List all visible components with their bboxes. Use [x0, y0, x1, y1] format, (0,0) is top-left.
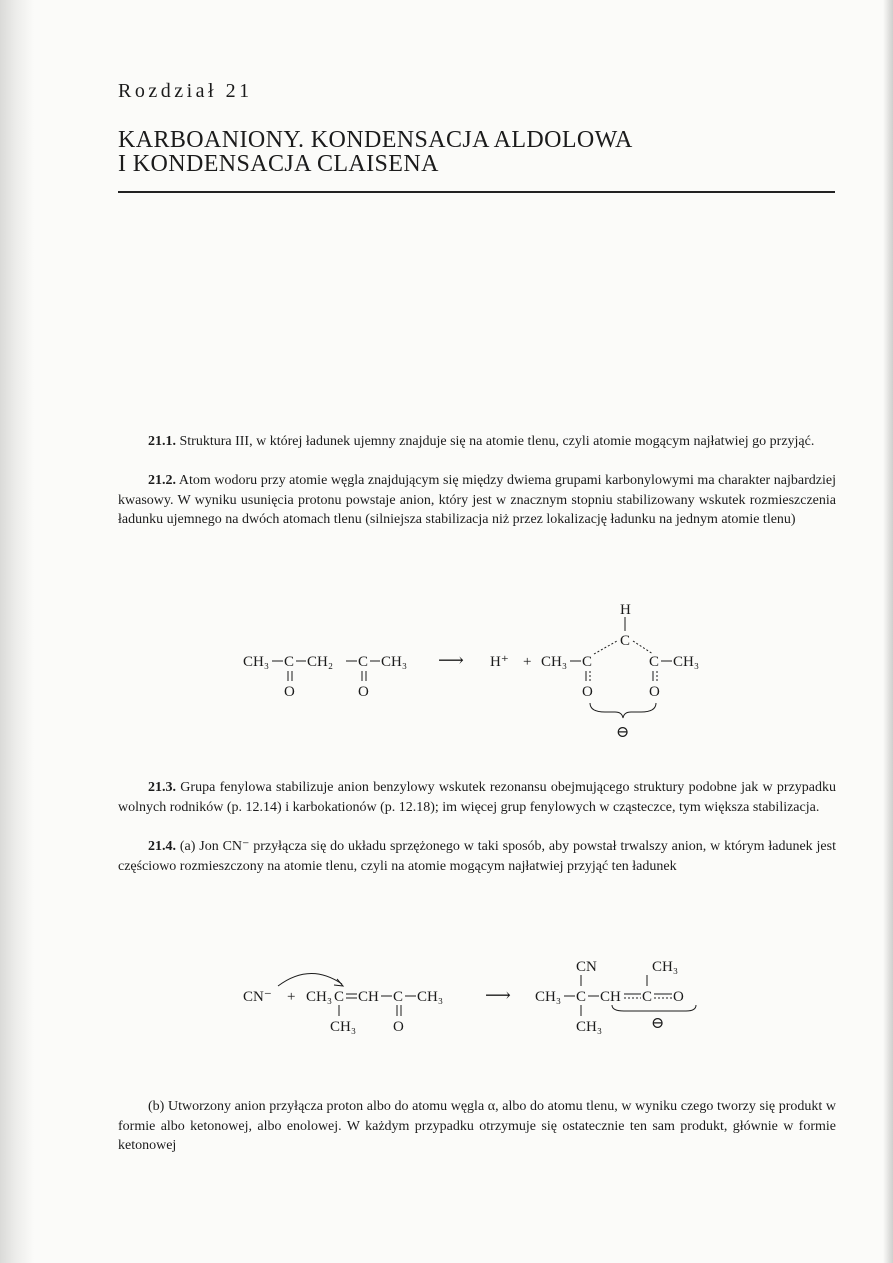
- scheme1-oxygen: O: [284, 684, 295, 700]
- scheme1-ch3-left: CH₃: [243, 654, 270, 670]
- scheme1-hydrogen: H: [620, 602, 631, 618]
- scheme1-carbon: C: [358, 654, 369, 670]
- scheme2-ch3: CH₃: [417, 989, 444, 1005]
- section-number: 21.3.: [148, 780, 176, 795]
- product-ch: CH: [600, 989, 621, 1005]
- scheme1-oxygen: O: [358, 684, 369, 700]
- section-text: Atom wodoru przy atomie węgla znajdującym się między dwiema grupami karbonylowymi ma charakter najbardziej kwasowy. W wyniku usunięcia protonu powstaje anion, który jest w znacznym stopniu stabilizowany wskutek rozmieszczenia ładunku ujemnego na dwóch atomach tlenu (silniejsza stabilizacja niż przez lokalizację ładunku na jednym atomie tlenu): [118, 473, 836, 527]
- scheme2-carbon: C: [334, 989, 345, 1005]
- section-21-4b: [118, 1097, 836, 1156]
- product-cn: CN: [576, 959, 597, 975]
- scheme1-ch2: CH₂: [307, 654, 334, 670]
- scheme1-ch3-left: CH₃: [541, 654, 568, 670]
- product-ch3: CH₃: [535, 989, 562, 1005]
- scheme1-oxygen: O: [582, 684, 593, 700]
- chapter-title-line-2: I KONDENSACJA CLAISENA: [118, 151, 439, 177]
- section-number: 21.1.: [148, 434, 176, 449]
- scheme2-plus: +: [287, 989, 296, 1005]
- scheme2-ch3-substituent: CH₃: [330, 1019, 357, 1035]
- electron-flow-arrow: [278, 973, 342, 986]
- negative-charge-symbol: ⊖: [616, 724, 630, 741]
- scheme1-central-carbon: C: [620, 633, 631, 649]
- product-oxygen: O: [673, 989, 684, 1005]
- scheme1-carbon: C: [649, 654, 660, 670]
- section-number: 21.2.: [148, 473, 176, 488]
- product-ch3-top: CH₃: [652, 959, 679, 975]
- scheme1-carbon: C: [582, 654, 593, 670]
- scheme2-ch: CH: [358, 989, 379, 1005]
- scheme1-ch3-right: CH₃: [381, 654, 408, 670]
- scheme1-oxygen: O: [649, 684, 660, 700]
- scheme2-cyanide-ion: CN⁻: [243, 989, 272, 1005]
- reaction-arrow: ⟶: [438, 650, 464, 670]
- scheme2-oxygen: O: [393, 1019, 404, 1035]
- product-carbon: C: [642, 989, 653, 1005]
- negative-charge-symbol: ⊖: [651, 1015, 665, 1032]
- scheme1-carbon: C: [284, 654, 295, 670]
- section-number: 21.4.: [148, 839, 176, 854]
- scheme1-ch3-right: CH₃: [673, 654, 700, 670]
- product-quaternary-carbon: C: [576, 989, 587, 1005]
- reaction-arrow: ⟶: [485, 985, 511, 1005]
- product-ch3-bottom: CH₃: [576, 1019, 603, 1035]
- section-text: (a) Jon CN⁻ przyłącza się do układu sprzężonego w taki sposób, aby powstał trwalszy anion, w którym ładunek jest częściowo rozmieszczony na atomie tlenu, czyli na atomie mogącym najłatwiej przyjąć ten ładunek: [118, 839, 836, 874]
- chapter-title-line-1: KARBOANIONY. KONDENSACJA ALDOLOWA: [118, 127, 633, 153]
- section-text: (b) Utworzony anion przyłącza proton albo do atomu węgla α, albo do atomu tlenu, w wyniku czego tworzy się produkt w formie albo ketonowej, albo enolowej. W każdym przypadku otrzymuje się ostatecznie ten sam produkt, głównie w formie ketonowej: [118, 1099, 836, 1153]
- scheme2-carbonyl-carbon: C: [393, 989, 404, 1005]
- chapter-label: Rozdział 21: [118, 80, 253, 102]
- section-text: Struktura III, w której ładunek ujemny znajduje się na atomie tlenu, czyli atomie mogącym najłatwiej go przyjąć.: [179, 434, 815, 449]
- scheme1-plus: +: [523, 654, 532, 670]
- scheme1-proton: H⁺: [490, 654, 509, 670]
- charge-delocalization-brace: [612, 1005, 696, 1011]
- scheme2-ch3: CH₃: [306, 989, 333, 1005]
- section-text: Grupa fenylowa stabilizuje anion benzylowy wskutek rezonansu obejmującego struktury podobne jak w przypadku wolnych rodników (p. 12.14) i karbokationów (p. 12.18); im więcej grup fenylowych w cząsteczce, tym większa stabilizacja.: [118, 780, 836, 815]
